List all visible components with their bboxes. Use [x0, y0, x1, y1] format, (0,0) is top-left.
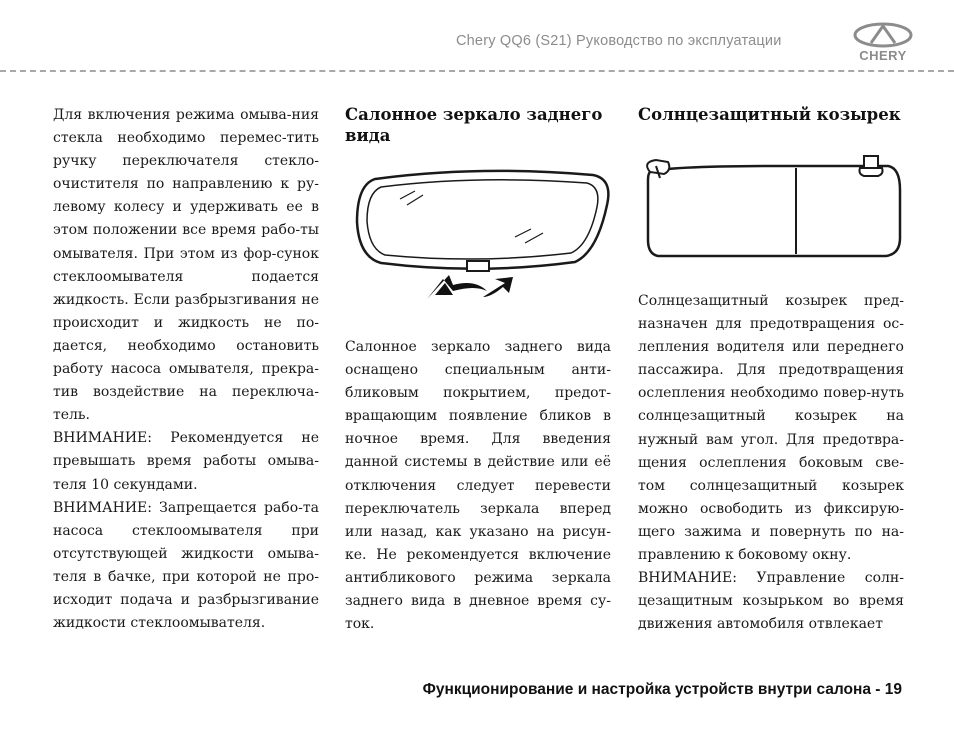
column-rearview-mirror [345, 104, 611, 633]
washer-warning-time: ВНИМАНИЕ: Рекомендуется не превышать время работы омыва-теля 10 секундами. [53, 430, 319, 493]
visor-description: Солнцезащитный козырек пред-назначен для предотвращения ос-лепления водителя или переднего пассажира. Для предотвращения ослепления необходимо повер-нуть солнцезащитный козырек на нужный вам угол. Для предотвра-щения ослепления боковым све-том солнцезащитный козырек можно освободить из фиксирую-щего зажима и повернуть по на-правлению к боковому окну. [638, 293, 904, 564]
rearview-mirror-illustration [345, 167, 611, 317]
manual-header-title: Chery QQ6 (S21) Руководство по эксплуатации [456, 33, 782, 49]
visor-heading: Солнцезащитный козырек [638, 105, 901, 124]
mirror-description: Салонное зеркало заднего вида оснащено специальным анти-бликовым покрытием, предот-вращающим появление бликов в ночное время. Для введения данной системы в действие или её отключения следует перевести переключатель зеркала вперед или назад, как указано на рисун-ке. Не рекомендуется включение антибликового режима зеркала заднего вида в дневное время су-ток. [345, 339, 611, 633]
footer-section-title: Функционирование и настройка устройств внутри салона - 19 [422, 681, 902, 698]
washer-paragraph: Для включения режима омыва-ния стекла необходимо перемес-тить ручку переключателя стекло-очистителя по направлению к ру-левому колесу и удерживать ее в этом положении все время рабо-ты омывателя. При этом из фор-сунок стеклоомывателя подается жидкость. Если разбрызгивания не происходит и жидкость не по-дается, необходимо остановить работу насоса омывателя, прекра-тив воздействие на переключа-тель. [53, 107, 319, 424]
header-divider [0, 70, 954, 72]
chery-logo [846, 22, 920, 66]
visor-warning: ВНИМАНИЕ: Управление солн-цезащитным козырьком во время движения автомобиля отвлекает [638, 570, 904, 633]
column-sun-visor [638, 104, 904, 633]
sun-visor-illustration [638, 150, 904, 270]
washer-warning-dry: ВНИМАНИЕ: Запрещается рабо-та насоса стеклоомывателя при отсутствующей жидкости омыва-теля в бачке, при которой не про-исходит подача и разбрызгивание жидкости стеклоомывателя. [53, 499, 319, 632]
chery-emblem-icon [852, 22, 914, 48]
logo-wordmark: CHERY [859, 48, 907, 63]
mirror-heading: Салонное зеркало заднего вида [345, 105, 603, 145]
visor-text [638, 290, 904, 636]
column-washer [53, 104, 319, 635]
